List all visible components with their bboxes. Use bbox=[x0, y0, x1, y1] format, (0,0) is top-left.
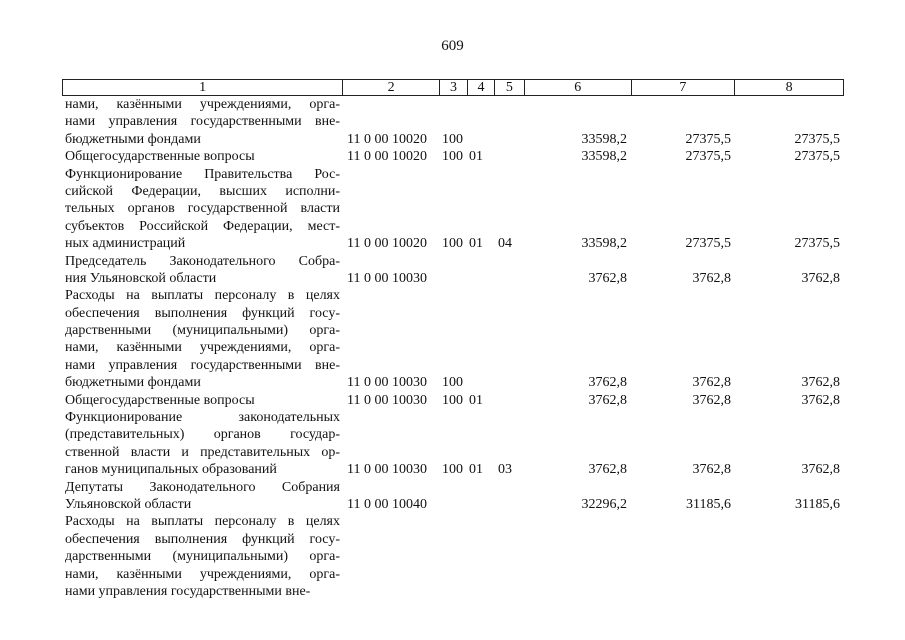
table-row bbox=[62, 253, 844, 288]
row-name bbox=[62, 513, 342, 600]
column-header-8: 8 bbox=[734, 80, 843, 95]
row-section: 100 bbox=[442, 392, 463, 408]
row-name-line: бюджетными фондами bbox=[65, 131, 201, 147]
row-item: 04 bbox=[498, 236, 512, 252]
row-name-line: обеспечения выполнения функций госу- bbox=[65, 531, 340, 547]
row-code: 11 0 00 10030 bbox=[347, 462, 427, 478]
table-row bbox=[62, 392, 844, 409]
row-section: 100 bbox=[442, 131, 463, 147]
row-name-line: нами управления государственными вне- bbox=[65, 583, 311, 599]
row-code: 11 0 00 10020 bbox=[347, 131, 427, 147]
row-name bbox=[62, 148, 342, 165]
row-name-line: Расходы на выплаты персоналу в целях bbox=[65, 288, 340, 304]
row-code: 11 0 00 10030 bbox=[347, 375, 427, 391]
page-number: 609 bbox=[441, 38, 464, 54]
row-value-col8: 3762,8 bbox=[801, 462, 840, 478]
row-value-col7: 3762,8 bbox=[692, 375, 731, 391]
row-section: 100 bbox=[442, 375, 463, 391]
row-value-col7: 31185,6 bbox=[686, 497, 731, 512]
row-name-line: тельных органов государственной власти bbox=[65, 201, 340, 217]
row-name-line: Функционирование Правительства Рос- bbox=[65, 166, 340, 182]
row-name-line: Функционирование законодательных bbox=[65, 410, 340, 426]
row-name-line: нами, казёнными учреждениями, орга- bbox=[65, 340, 340, 356]
row-name bbox=[62, 287, 342, 391]
row-item: 03 bbox=[498, 462, 512, 478]
row-section: 100 bbox=[442, 462, 463, 478]
row-name-line: дарственными (муниципальными) орга- bbox=[65, 549, 340, 565]
row-subsection: 01 bbox=[469, 149, 483, 165]
table-body bbox=[62, 96, 844, 600]
column-header-5: 5 bbox=[494, 80, 524, 95]
row-value-col8: 27375,5 bbox=[794, 236, 840, 252]
row-name bbox=[62, 409, 342, 479]
row-subsection: 01 bbox=[469, 462, 483, 478]
row-value-col7: 3762,8 bbox=[692, 392, 731, 408]
row-value-col7: 27375,5 bbox=[685, 131, 731, 147]
table-row bbox=[62, 287, 844, 391]
budget-table bbox=[62, 79, 844, 600]
row-name-line: нами, казёнными учреждениями, орга- bbox=[65, 97, 340, 112]
row-name-line: сийской Федерации, высших исполни- bbox=[65, 183, 340, 199]
row-code: 11 0 00 10030 bbox=[347, 392, 427, 408]
table-row bbox=[62, 148, 844, 165]
row-name bbox=[62, 96, 342, 148]
row-value-col8: 27375,5 bbox=[794, 131, 840, 147]
row-code: 11 0 00 10030 bbox=[347, 270, 427, 286]
row-value-col6: 32296,2 bbox=[581, 497, 627, 512]
row-value-col8: 27375,5 bbox=[794, 149, 840, 165]
table-row bbox=[62, 409, 844, 479]
row-name-line: Расходы на выплаты персоналу в целях bbox=[65, 514, 340, 530]
row-name bbox=[62, 253, 342, 288]
row-section: 100 bbox=[442, 236, 463, 252]
row-value-col7: 3762,8 bbox=[692, 270, 731, 286]
row-value-col6: 3762,8 bbox=[588, 270, 627, 286]
table-row bbox=[62, 96, 844, 148]
row-name-line: обеспечения выполнения функций госу- bbox=[65, 305, 340, 321]
column-header-6: 6 bbox=[524, 80, 631, 95]
row-name-line: (представительных) органов государ- bbox=[65, 427, 340, 443]
row-value-col6: 33598,2 bbox=[581, 131, 627, 147]
table-header-row bbox=[62, 79, 844, 96]
row-value-col8: 31185,6 bbox=[795, 497, 840, 512]
row-name-line: Общегосударственные вопросы bbox=[65, 392, 255, 408]
row-value-col6: 3762,8 bbox=[588, 462, 627, 478]
row-section: 100 bbox=[442, 149, 463, 165]
row-name-line: бюджетными фондами bbox=[65, 375, 201, 391]
row-value-col8: 3762,8 bbox=[801, 375, 840, 391]
column-header-2: 2 bbox=[342, 80, 439, 95]
column-header-3: 3 bbox=[439, 80, 467, 95]
row-name-line: субъектов Российской Федерации, мест- bbox=[65, 218, 340, 234]
row-value-col6: 3762,8 bbox=[588, 392, 627, 408]
row-name-line: ганов муниципальных образований bbox=[65, 462, 277, 478]
row-name bbox=[62, 392, 342, 409]
row-name-line: нами управления государственными вне- bbox=[65, 114, 340, 130]
row-name-line: Общегосударственные вопросы bbox=[65, 149, 255, 165]
row-value-col6: 33598,2 bbox=[581, 236, 627, 252]
row-name-line: дарственными (муниципальными) орга- bbox=[65, 323, 340, 339]
row-value-col7: 27375,5 bbox=[685, 236, 731, 252]
row-name-line: Депутаты Законодательного Собрания bbox=[65, 479, 340, 495]
row-value-col6: 3762,8 bbox=[588, 375, 627, 391]
table-row bbox=[62, 166, 844, 253]
row-value-col7: 3762,8 bbox=[692, 462, 731, 478]
column-header-7: 7 bbox=[631, 80, 735, 95]
row-value-col6: 33598,2 bbox=[581, 149, 627, 165]
row-name bbox=[62, 479, 342, 514]
row-name-line: Председатель Законодательного Собра- bbox=[65, 253, 340, 269]
row-code: 11 0 00 10040 bbox=[347, 497, 427, 512]
row-code: 11 0 00 10020 bbox=[347, 236, 427, 252]
row-value-col7: 27375,5 bbox=[685, 149, 731, 165]
row-name-line: ных администраций bbox=[65, 236, 186, 252]
table-row bbox=[62, 513, 844, 600]
column-header-4: 4 bbox=[467, 80, 494, 95]
row-name-line: ственной власти и представительных ор- bbox=[65, 444, 340, 460]
row-name-line: ния Ульяновской области bbox=[65, 270, 217, 286]
row-code: 11 0 00 10020 bbox=[347, 149, 427, 165]
row-name bbox=[62, 166, 342, 253]
column-header-1: 1 bbox=[199, 80, 207, 95]
row-subsection: 01 bbox=[469, 236, 483, 252]
row-name-line: нами управления государственными вне- bbox=[65, 357, 340, 373]
row-subsection: 01 bbox=[469, 392, 483, 408]
row-value-col8: 3762,8 bbox=[801, 270, 840, 286]
table-row bbox=[62, 479, 844, 514]
row-value-col8: 3762,8 bbox=[801, 392, 840, 408]
row-name-line: Ульяновской области bbox=[65, 497, 192, 513]
row-name-line: нами, казёнными учреждениями, орга- bbox=[65, 566, 340, 582]
